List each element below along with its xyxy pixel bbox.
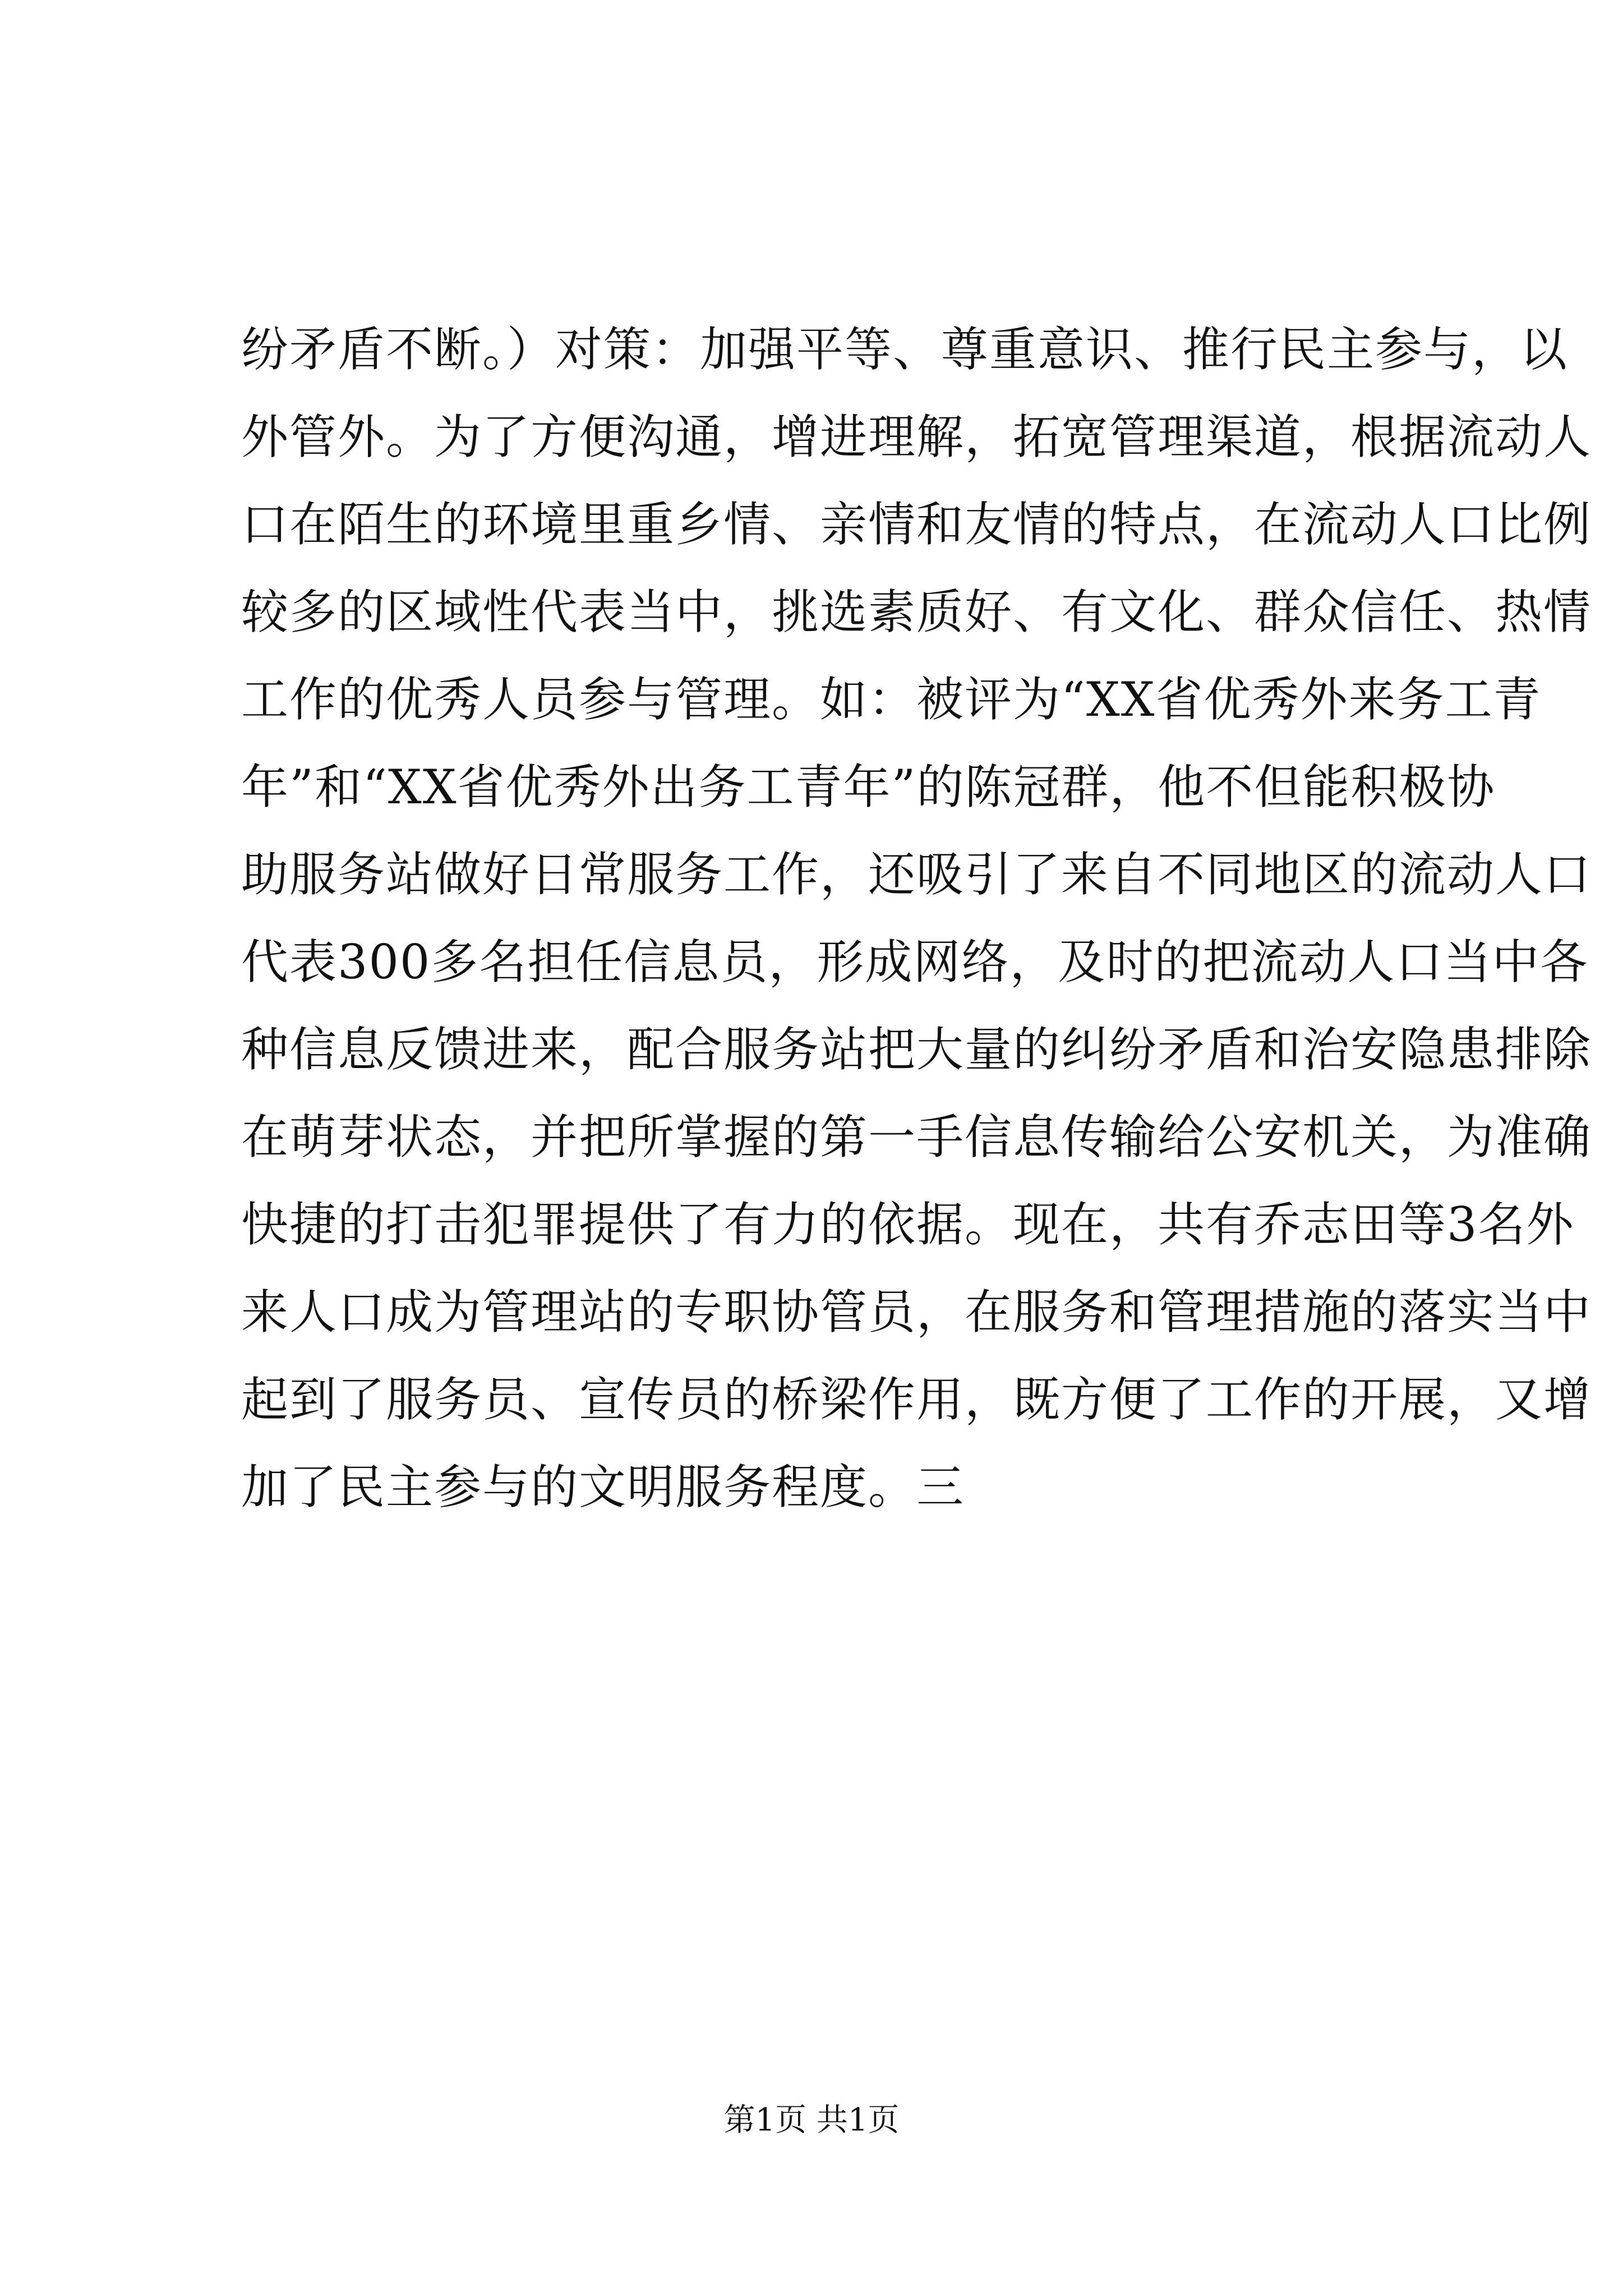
body-line: 年”和“XX省优秀外出务工青年”的陈冠群，他不但能积极协 — [241, 760, 1496, 815]
body-line: 纷矛盾不断。）对策：加强平等、尊重意识、推行民主参与，以 — [241, 322, 1569, 377]
body-line: 种信息反馈进来，配合服务站把大量的纠纷矛盾和治安隐患排除 — [241, 1022, 1592, 1077]
body-line: 较多的区域性代表当中，挑选素质好、有文化、群众信任、热情 — [241, 585, 1592, 639]
body-line: 加了民主参与的文明服务程度。三 — [241, 1460, 965, 1515]
body-line: 外管外。为了方便沟通，增进理解，拓宽管理渠道，根据流动人 — [241, 409, 1592, 464]
body-text — [241, 306, 1592, 1531]
body-line: 快捷的打击犯罪提供了有力的依据。现在，共有乔志田等3名外 — [241, 1197, 1575, 1252]
body-line: 来人口成为管理站的专职协管员，在服务和管理措施的落实当中 — [241, 1285, 1592, 1340]
body-line: 起到了服务员、宣传员的桥梁作用，既方便了工作的开展，又增 — [241, 1372, 1592, 1427]
body-line: 口在陌生的环境里重乡情、亲情和友情的特点，在流动人口比例 — [241, 497, 1592, 552]
body-line: 工作的优秀人员参与管理。如：被评为“XX省优秀外来务工青 — [241, 672, 1542, 727]
body-line: 在萌芽状态，并把所掌握的第一手信息传输给公安机关，为准确 — [241, 1110, 1592, 1165]
body-line: 代表300多名担任信息员，形成网络，及时的把流动人口当中各 — [241, 935, 1589, 990]
page-footer: 第1页 共1页 — [723, 2102, 900, 2138]
body-line: 助服务站做好日常服务工作，还吸引了来自不同地区的流动人口 — [241, 847, 1592, 902]
